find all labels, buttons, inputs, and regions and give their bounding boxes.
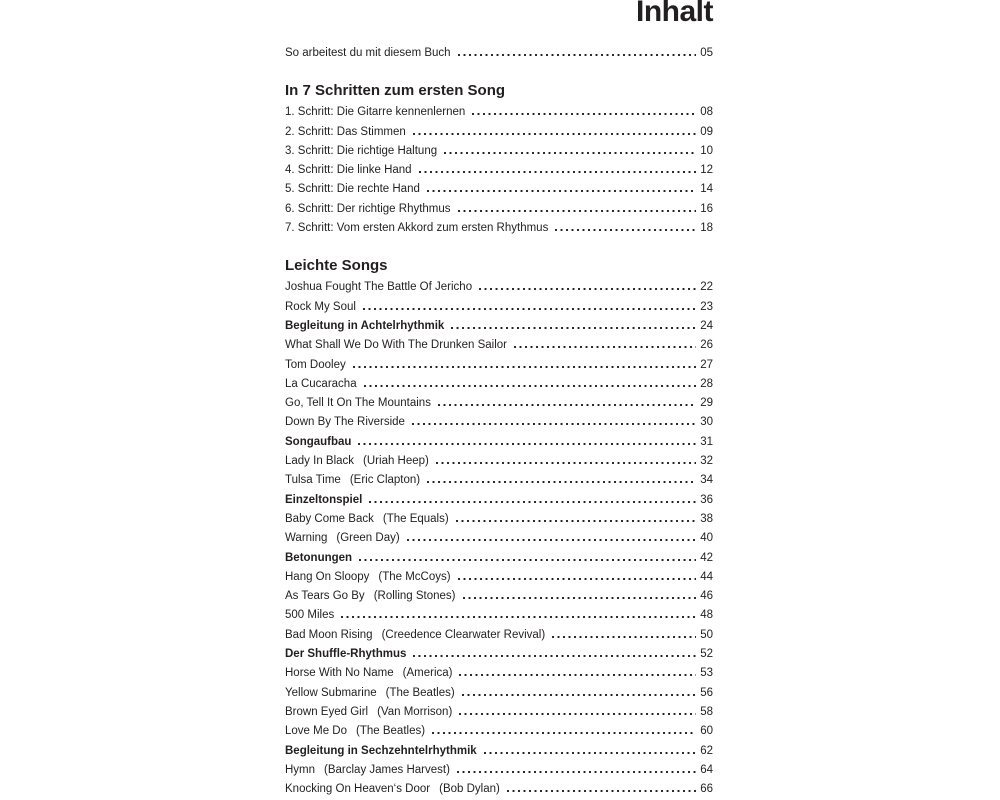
entry-page-number: 36 <box>700 493 713 506</box>
dot-leader <box>444 152 696 154</box>
toc-entry <box>285 123 713 142</box>
entry-artist: (Uriah Heep) <box>363 455 429 468</box>
entry-artist: (Eric Clapton) <box>349 474 421 487</box>
page-title: Inhalt <box>636 0 713 28</box>
entry-artist: (Rolling Stones) <box>373 590 456 603</box>
toc-page <box>285 0 713 799</box>
entry-artist: (The Beatles) <box>385 686 455 699</box>
entry-page-number: 22 <box>700 281 713 294</box>
toc-entry <box>285 471 713 490</box>
entry-title: Hang On Sloopy <box>285 570 370 583</box>
toc-entry <box>285 317 713 336</box>
entry-title: Der Shuffle-Rhythmus <box>285 648 407 661</box>
entry-artist: (Van Morrison) <box>377 705 453 718</box>
entry-title: Baby Come Back <box>285 512 374 525</box>
toc-entry <box>285 606 713 625</box>
entry-title: 7. Schritt: Vom ersten Akkord zum ersten Rhythmus <box>285 222 549 235</box>
entry-title: Knocking On Heaven‘s Door <box>285 783 431 796</box>
entry-artist: (The McCoys) <box>378 570 451 583</box>
dot-leader <box>341 616 696 618</box>
toc-section <box>285 256 713 799</box>
dot-leader <box>413 133 696 135</box>
entry-page-number: 42 <box>700 551 713 564</box>
entry-artist: (Green Day) <box>336 532 400 545</box>
dot-leader <box>358 443 696 445</box>
toc-entry <box>285 529 713 548</box>
entry-page-number: 24 <box>700 319 713 332</box>
entry-title: What Shall We Do With The Drunken Sailor <box>285 339 507 352</box>
toc-entry <box>285 761 713 780</box>
entry-title: 2. Schritt: Das Stimmen <box>285 125 406 138</box>
dot-leader <box>407 539 697 541</box>
entry-page-number: 53 <box>700 667 713 680</box>
entry-title: 1. Schritt: Die Gitarre kennenlernen <box>285 106 466 119</box>
dot-leader <box>438 404 696 406</box>
entry-artist: (Creedence Clearwater Revival) <box>381 628 546 641</box>
table-of-contents <box>285 44 713 799</box>
entry-page-number: 50 <box>700 628 713 641</box>
entry-page-number: 52 <box>700 648 713 661</box>
entry-page-number: 44 <box>700 570 713 583</box>
entry-page-number: 08 <box>700 106 713 119</box>
toc-entry <box>285 298 713 317</box>
dot-leader <box>458 54 697 56</box>
toc-entry <box>285 433 713 452</box>
entry-page-number: 32 <box>700 455 713 468</box>
toc-entry <box>285 703 713 722</box>
dot-leader <box>412 423 696 425</box>
entry-page-number: 62 <box>700 744 713 757</box>
toc-entry <box>285 180 713 199</box>
entry-title: 4. Schritt: Die linke Hand <box>285 164 412 177</box>
entry-title: So arbeitest du mit diesem Buch <box>285 47 451 59</box>
toc-entry <box>285 452 713 471</box>
dot-leader <box>413 655 696 657</box>
toc-entry <box>285 742 713 761</box>
section-heading: Leichte Songs <box>285 257 388 275</box>
entry-title: Bad Moon Rising <box>285 628 373 641</box>
entry-title: Horse With No Name <box>285 667 394 680</box>
dot-leader <box>457 771 696 773</box>
dot-leader <box>479 288 696 290</box>
entry-page-number: 18 <box>700 222 713 235</box>
dot-leader <box>419 171 697 173</box>
entry-title: Lady In Black <box>285 455 355 468</box>
entry-title: Joshua Fought The Battle Of Jericho <box>285 281 473 294</box>
dot-leader <box>432 732 696 734</box>
entry-title: La Cucaracha <box>285 377 357 390</box>
toc-entry <box>285 356 713 375</box>
entry-title: Tom Dooley <box>285 358 346 371</box>
toc-entry <box>285 645 713 664</box>
entry-page-number: 48 <box>700 609 713 622</box>
entry-artist: (Bob Dylan) <box>439 783 500 796</box>
entry-page-number: 16 <box>700 202 713 215</box>
entry-page-number: 34 <box>700 474 713 487</box>
entry-title: Brown Eyed Girl <box>285 705 369 718</box>
entry-artist: (The Equals) <box>382 512 449 525</box>
dot-leader <box>427 190 696 192</box>
toc-entry <box>285 44 713 63</box>
dot-leader <box>451 327 696 329</box>
entry-title: 6. Schritt: Der richtige Rhythmus <box>285 202 451 215</box>
entry-title: Songaufbau <box>285 435 352 448</box>
toc-entry <box>285 722 713 741</box>
entry-page-number: 60 <box>700 725 713 738</box>
toc-entry <box>285 664 713 683</box>
dot-leader <box>458 210 697 212</box>
toc-entry <box>285 413 713 432</box>
toc-entry <box>285 142 713 161</box>
dot-leader <box>555 229 696 231</box>
entry-artist: (The Beatles) <box>356 725 426 738</box>
entry-page-number: 26 <box>700 339 713 352</box>
toc-entry <box>285 219 713 238</box>
entry-title: As Tears Go By <box>285 590 365 603</box>
entry-title: Begleitung in Achtelrhythmik <box>285 319 445 332</box>
toc-entry <box>285 103 713 122</box>
toc-entry <box>285 626 713 645</box>
entry-page-number: 64 <box>700 763 713 776</box>
dot-leader <box>459 674 696 676</box>
entry-page-number: 09 <box>700 125 713 138</box>
dot-leader <box>427 481 696 483</box>
dot-leader <box>459 713 696 715</box>
toc-entry <box>285 587 713 606</box>
entry-title: 3. Schritt: Die richtige Haltung <box>285 144 438 157</box>
entry-title: 500 Miles <box>285 609 335 622</box>
entry-title: Hymn <box>285 763 316 776</box>
toc-entry <box>285 394 713 413</box>
entry-page-number: 66 <box>700 783 713 796</box>
entry-page-number: 05 <box>700 47 713 59</box>
entry-page-number: 30 <box>700 416 713 429</box>
entry-page-number: 58 <box>700 705 713 718</box>
entry-page-number: 31 <box>700 435 713 448</box>
entry-page-number: 10 <box>700 144 713 157</box>
dot-leader <box>507 790 696 792</box>
dot-leader <box>359 559 696 561</box>
dot-leader <box>458 578 697 580</box>
entry-title: Down By The Riverside <box>285 416 405 429</box>
entry-title: Einzeltonspiel <box>285 493 363 506</box>
entry-page-number: 38 <box>700 512 713 525</box>
dot-leader <box>364 385 697 387</box>
dot-leader <box>514 346 696 348</box>
entry-title: Warning <box>285 532 328 545</box>
entry-title: Begleitung in Sechzehntelrhythmik <box>285 744 477 757</box>
entry-page-number: 29 <box>700 397 713 410</box>
toc-entry <box>285 549 713 568</box>
dot-leader <box>363 308 696 310</box>
toc-entry <box>285 684 713 703</box>
entry-title: Yellow Submarine <box>285 686 377 699</box>
toc-entry <box>285 780 713 799</box>
entry-page-number: 28 <box>700 377 713 390</box>
entry-title: Go, Tell It On The Mountains <box>285 397 431 410</box>
dot-leader <box>369 501 696 503</box>
toc-entry <box>285 375 713 394</box>
section-heading: In 7 Schritten zum ersten Song <box>285 82 506 100</box>
dot-leader <box>353 366 696 368</box>
entry-title: Love Me Do <box>285 725 348 738</box>
toc-entry <box>285 200 713 219</box>
entry-page-number: 23 <box>700 300 713 313</box>
dot-leader <box>436 462 696 464</box>
toc-entry <box>285 161 713 180</box>
entry-title: Rock My Soul <box>285 300 356 313</box>
entry-page-number: 46 <box>700 590 713 603</box>
toc-entry <box>285 278 713 297</box>
entry-artist: (America) <box>402 667 453 680</box>
toc-entry <box>285 510 713 529</box>
entry-page-number: 56 <box>700 686 713 699</box>
entry-page-number: 40 <box>700 532 713 545</box>
dot-leader <box>462 694 697 696</box>
entry-page-number: 12 <box>700 164 713 177</box>
dot-leader <box>552 636 696 638</box>
entry-title: Betonungen <box>285 551 353 564</box>
toc-entry <box>285 336 713 355</box>
toc-entry <box>285 568 713 587</box>
entry-page-number: 27 <box>700 358 713 371</box>
entry-title: Tulsa Time <box>285 474 341 487</box>
toc-section <box>285 44 713 63</box>
entry-page-number: 14 <box>700 183 713 196</box>
dot-leader <box>456 520 697 522</box>
entry-artist: (Barclay James Harvest) <box>324 763 450 776</box>
toc-entry <box>285 491 713 510</box>
dot-leader <box>484 752 697 754</box>
toc-section <box>285 81 713 238</box>
dot-leader <box>463 597 697 599</box>
dot-leader <box>472 113 696 115</box>
entry-title: 5. Schritt: Die rechte Hand <box>285 183 420 196</box>
